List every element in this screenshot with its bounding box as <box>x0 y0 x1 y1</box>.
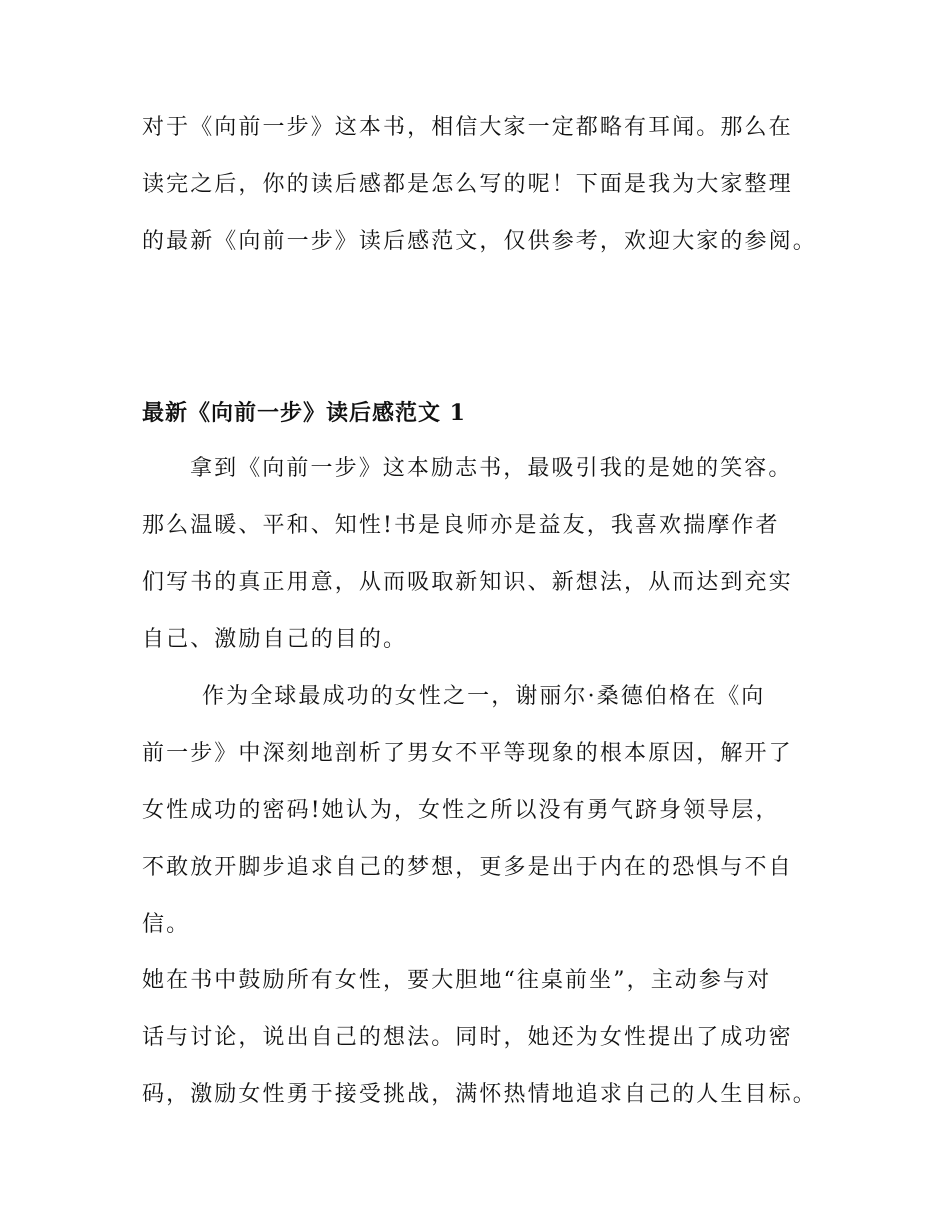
paragraph2-line-4: 不敢放开脚步追求自己的梦想，更多是出于内在的恐惧与不自 <box>142 855 793 880</box>
paragraph1-line-3: 们写书的真正用意，从而吸取新知识、新想法，从而达到充实 <box>142 570 793 595</box>
paragraph1-line-1: 拿到《向前一步》这本励志书，最吸引我的是她的笑容。 <box>190 456 793 481</box>
paragraph1-line-2: 那么温暖、平和、知性!书是良师亦是益友，我喜欢揣摩作者 <box>142 513 780 538</box>
section-title: 最新《向前一步》读后感范文 1 <box>142 400 466 426</box>
paragraph3-line-3: 码，激励女性勇于接受挑战，满怀热情地追求自己的人生目标。 <box>142 1082 817 1107</box>
paragraph1-line-4: 自己、激励自己的目的。 <box>142 627 408 652</box>
paragraph2-line-1: 作为全球最成功的女性之一，谢丽尔·桑德伯格在《向 <box>202 684 766 709</box>
intro-line-3: 的最新《向前一步》读后感范文，仅供参考，欢迎大家的参阅。 <box>142 229 817 254</box>
paragraph3-line-1: 她在书中鼓励所有女性，要大胆地“往桌前坐”，主动参与对 <box>142 968 772 993</box>
paragraph3-line-2: 话与讨论，说出自己的想法。同时，她还为女性提出了成功密 <box>142 1025 793 1050</box>
intro-line-1: 对于《向前一步》这本书，相信大家一定都略有耳闻。那么在 <box>142 115 793 140</box>
paragraph2-line-5: 信。 <box>142 912 191 937</box>
paragraph2-line-3: 女性成功的密码!她认为，女性之所以没有勇气跻身领导层， <box>142 798 780 823</box>
paragraph2-line-2: 前一步》中深刻地剖析了男女不平等现象的根本原因，解开了 <box>142 741 793 766</box>
intro-line-2: 读完之后，你的读后感都是怎么写的呢！下面是我为大家整理 <box>142 172 793 197</box>
